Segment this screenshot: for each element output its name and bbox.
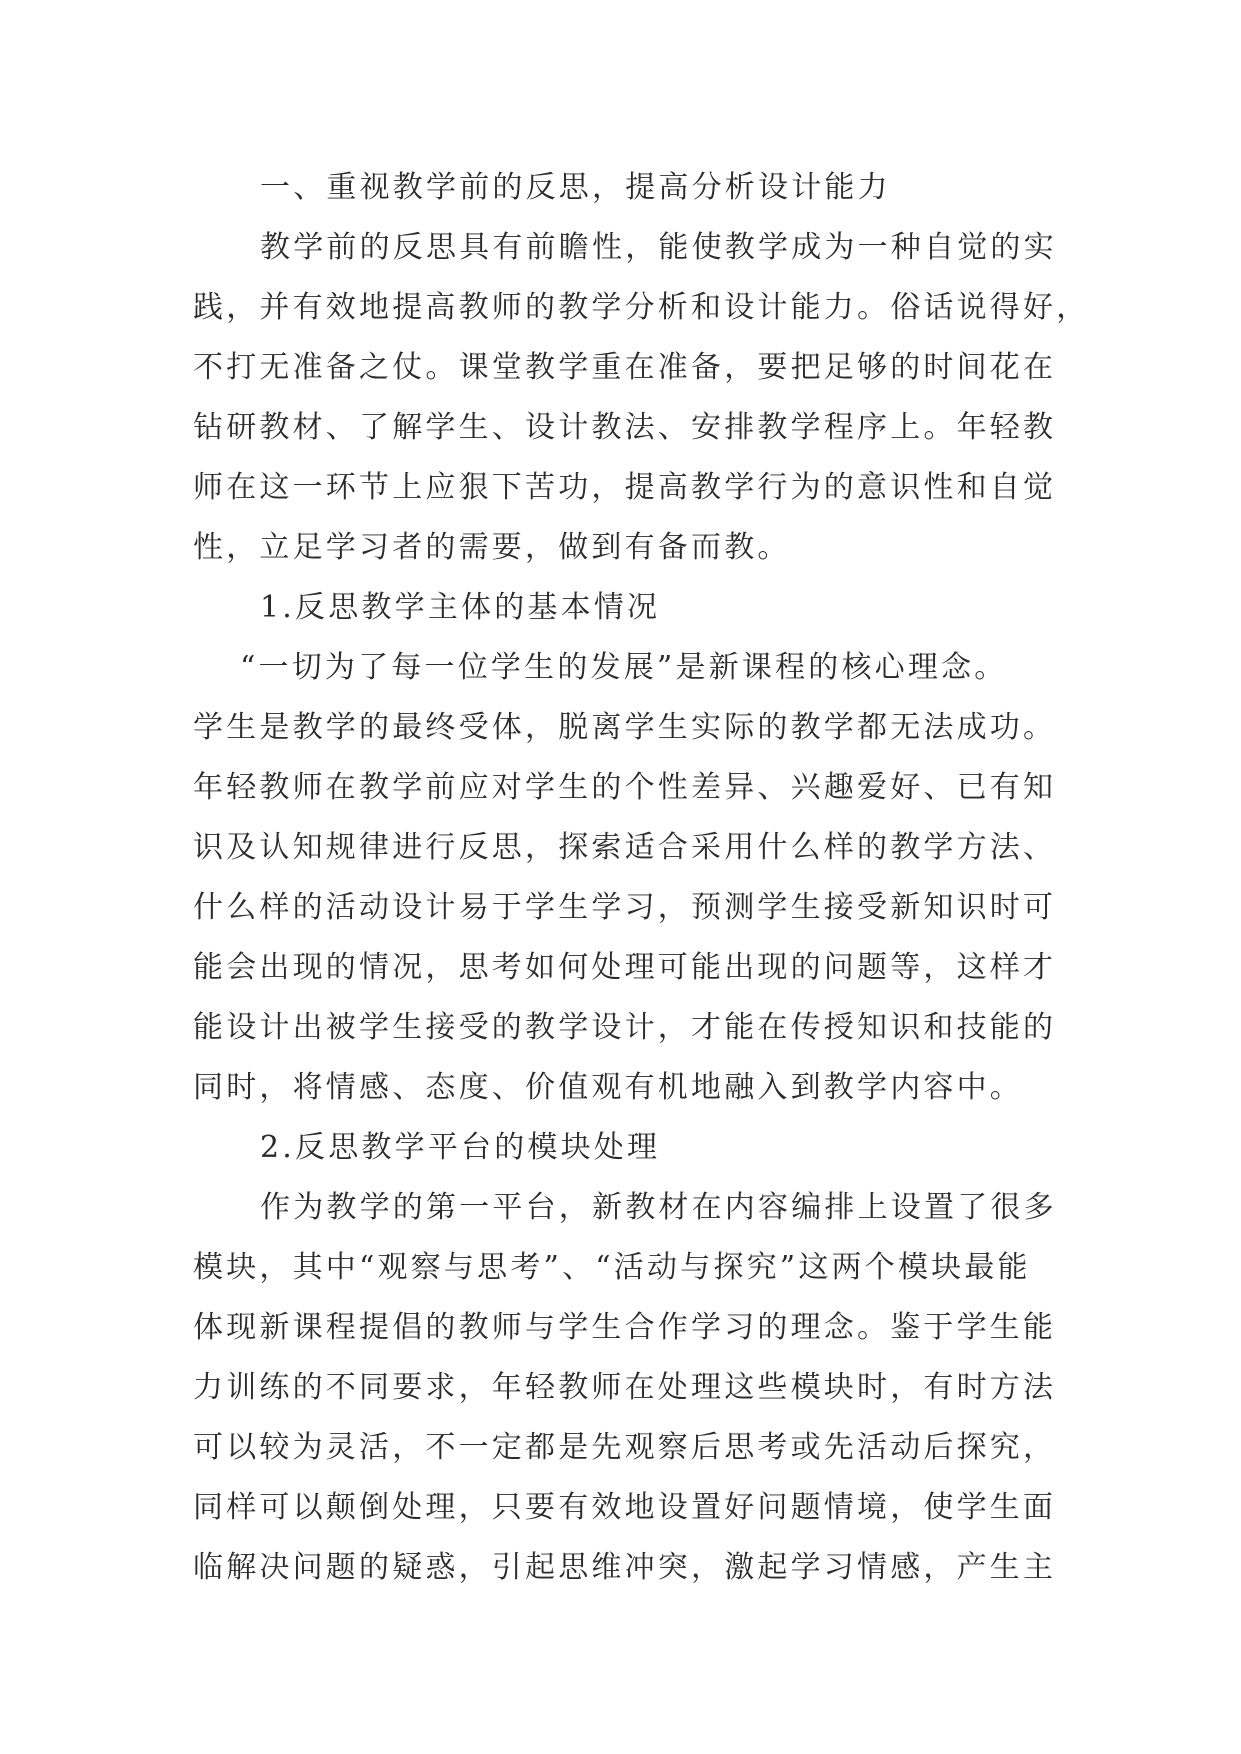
paragraph-1 <box>193 218 1090 578</box>
document-body <box>193 158 1090 1598</box>
paragraph-line: 同样可以颠倒处理，只要有效地设置好问题情境，使学生面 <box>193 1490 1057 1525</box>
section-heading-1 <box>193 158 1053 218</box>
paragraph-line: 性，立足学习者的需要，做到有备而教。 <box>193 530 791 565</box>
paragraph-line: 模块，其中“观察与思考”、“活动与探究”这两个模块最能 <box>193 1250 1031 1285</box>
paragraph-line: 可以较为灵活，不一定都是先观察后思考或先活动后探究， <box>193 1430 1057 1465</box>
heading-text: 1.反思教学主体的基本情况 <box>260 590 661 625</box>
heading-text: 2.反思教学平台的模块处理 <box>260 1130 661 1165</box>
paragraph-line: 能设计出被学生接受的教学设计，才能在传授知识和技能的 <box>193 1010 1057 1045</box>
paragraph-line: 力训练的不同要求，年轻教师在处理这些模块时，有时方法 <box>193 1370 1057 1405</box>
paragraph-line: 识及认知规律进行反思，探索适合采用什么样的教学方法、 <box>193 830 1057 865</box>
paragraph-line: 同时，将情感、态度、价值观有机地融入到教学内容中。 <box>193 1070 1023 1105</box>
paragraph-line: 教学前的反思具有前瞻性，能使教学成为一种自觉的实 <box>260 230 1057 265</box>
paragraph-line: 践，并有效地提高教师的教学分析和设计能力。俗话说得好， <box>193 290 1090 325</box>
section-heading-2 <box>193 578 1053 638</box>
paragraph-line: 什么样的活动设计易于学生学习，预测学生接受新知识时可 <box>193 890 1057 925</box>
paragraph-line: 不打无准备之仗。课堂教学重在准备，要把足够的时间花在 <box>193 350 1057 385</box>
paragraph-line: 能会出现的情况，思考如何处理可能出现的问题等，这样才 <box>193 950 1057 985</box>
paragraph-line: 师在这一环节上应狠下苦功，提高教学行为的意识性和自觉 <box>193 470 1057 505</box>
paragraph-line: 年轻教师在教学前应对学生的个性差异、兴趣爱好、已有知 <box>193 770 1057 805</box>
paragraph-line: 学生是教学的最终受体，脱离学生实际的教学都无法成功。 <box>193 710 1057 745</box>
paragraph-2 <box>193 638 1057 1118</box>
paragraph-line: “一切为了每一位学生的发展”是新课程的核心理念。 <box>240 650 1008 685</box>
heading-text: 一、重视教学前的反思，提高分析设计能力 <box>260 170 891 205</box>
paragraph-line: 临解决问题的疑惑，引起思维冲突，激起学习情感，产生主 <box>193 1550 1057 1585</box>
paragraph-line: 体现新课程提倡的教师与学生合作学习的理念。鉴于学生能 <box>193 1310 1057 1345</box>
paragraph-line: 钻研教材、了解学生、设计教法、安排教学程序上。年轻教 <box>193 410 1057 445</box>
paragraph-3 <box>193 1178 1057 1598</box>
section-heading-3 <box>193 1118 1053 1178</box>
paragraph-line: 作为教学的第一平台，新教材在内容编排上设置了很多 <box>260 1190 1057 1225</box>
